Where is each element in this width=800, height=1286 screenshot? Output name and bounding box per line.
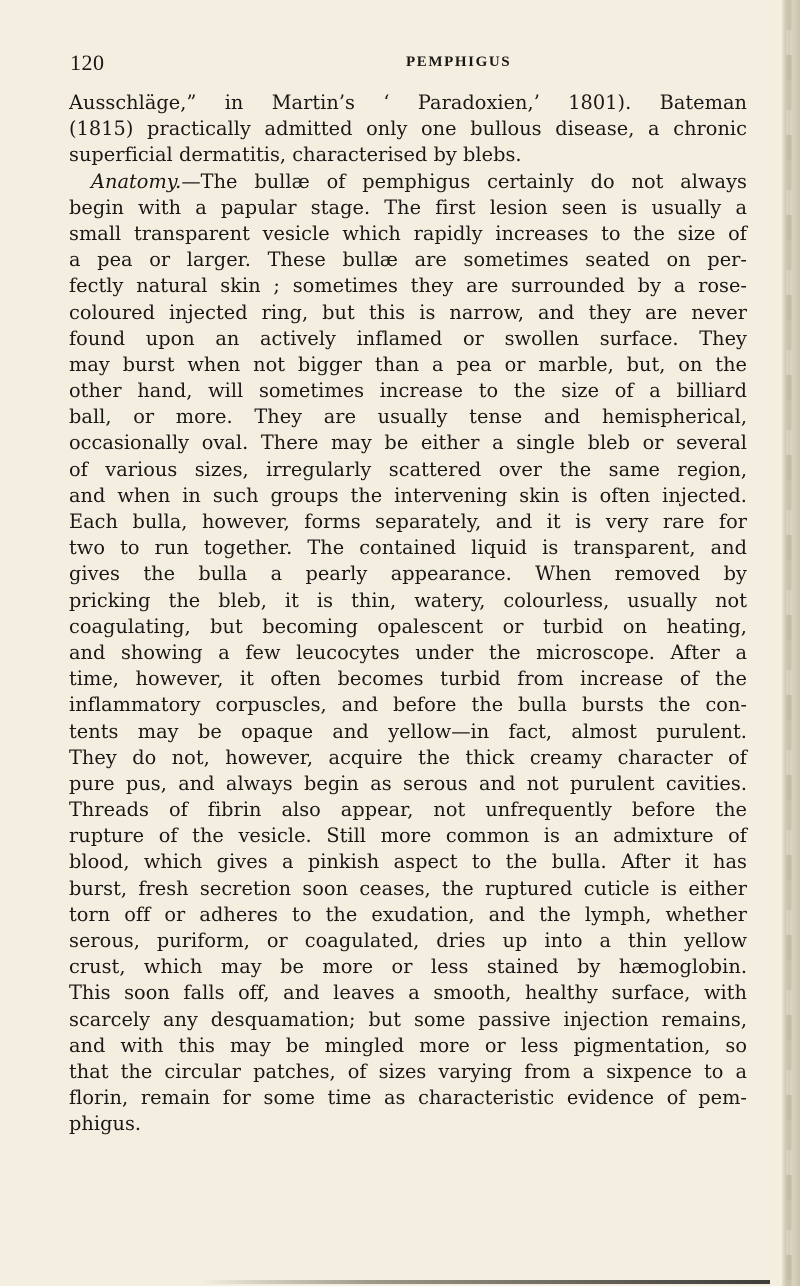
text-line: crust, which may be more or less stained by hæmoglobin.: [69, 955, 747, 979]
text-line: burst, fresh secretion soon ceases, the ruptured cuticle is either: [69, 876, 747, 900]
text-line-content: —The bullæ of pemphigus certainly do not always: [181, 169, 747, 193]
book-binding-edge: [782, 0, 800, 1286]
text-line: phigus.: [69, 1112, 142, 1136]
text-line: time, however, it often becomes turbid from increase of the: [69, 667, 747, 691]
text-line: a pea or larger. These bullæ are sometimes seated on per-: [69, 248, 747, 272]
text-line: other hand, will sometimes increase to the size of a billiard: [69, 379, 747, 403]
text-line: and showing a few leucocytes under the microscope. After a: [69, 640, 747, 664]
text-line: found upon an actively inflamed or swollen surface. They: [69, 326, 747, 350]
section-heading-anatomy: Anatomy.: [91, 169, 182, 193]
text-line: blood, which gives a pinkish aspect to the bulla. After it has: [69, 850, 747, 874]
text-line: gives the bulla a pearly appearance. When removed by: [69, 562, 747, 586]
text-line: florin, remain for some time as characteristic evidence of pem-: [69, 1086, 747, 1110]
text-line: ball, or more. They are usually tense and hemispherical,: [69, 405, 747, 429]
page-bottom-edge: [200, 1280, 770, 1284]
text-line: coagulating, but becoming opalescent or turbid on heating,: [69, 614, 747, 638]
text-line: pricking the bleb, it is thin, watery, colourless, usually not: [69, 588, 747, 612]
text-line: superficial dermatitis, characterised by blebs.: [69, 143, 522, 167]
text-line: scarcely any desquamation; but some passive injection remains,: [69, 1007, 747, 1031]
page-number: 120: [70, 50, 105, 75]
body-text: [69, 90, 747, 1138]
text-line: that the circular patches, of sizes varying from a sixpence to a: [69, 1059, 747, 1083]
running-title: PEMPHIGUS: [406, 54, 512, 70]
text-line: tents may be opaque and yellow—in fact, almost purulent.: [69, 719, 747, 743]
text-line: This soon falls off, and leaves a smooth, healthy surface, with: [69, 981, 747, 1005]
text-line: coloured injected ring, but this is narrow, and they are never: [69, 300, 747, 324]
text-line: small transparent vesicle which rapidly increases to the size of: [69, 221, 747, 245]
text-line: and when in such groups the intervening skin is often injected.: [69, 483, 747, 507]
text-line: They do not, however, acquire the thick creamy character of: [69, 745, 747, 769]
text-line: [69, 169, 747, 195]
text-line: pure pus, and always begin as serous and not purulent cavities.: [69, 771, 747, 795]
text-line: torn off or adheres to the exudation, and the lymph, whether: [69, 902, 747, 926]
text-line: rupture of the vesicle. Still more common is an admixture of: [69, 824, 747, 848]
text-line: fectly natural skin ; sometimes they are surrounded by a rose-: [69, 274, 747, 298]
text-line: Each bulla, however, forms separately, and it is very rare for: [69, 510, 747, 533]
text-line: may burst when not bigger than a pea or marble, but, on the: [69, 352, 747, 376]
text-line: of various sizes, irregularly scattered over the same region,: [69, 457, 747, 481]
text-line: inflammatory corpuscles, and before the bulla bursts the con-: [69, 693, 747, 717]
text-line: two to run together. The contained liquid is transparent, and: [69, 536, 747, 560]
text-line: occasionally oval. There may be either a single bleb or several: [69, 431, 747, 455]
text-line: Threads of fibrin also appear, not unfrequently before the: [69, 798, 747, 822]
text-line: and with this may be mingled more or less pigmentation, so: [69, 1033, 747, 1057]
running-head: [70, 50, 765, 80]
text-line: Ausschläge,” in Martin’s ‘ Paradoxien,’ 1801). Bateman: [69, 91, 747, 114]
text-line: begin with a papular stage. The first lesion seen is usually a: [69, 195, 747, 219]
text-line: serous, puriform, or coagulated, dries up into a thin yellow: [69, 929, 747, 952]
text-line: (1815) practically admitted only one bullous disease, a chronic: [69, 117, 747, 141]
